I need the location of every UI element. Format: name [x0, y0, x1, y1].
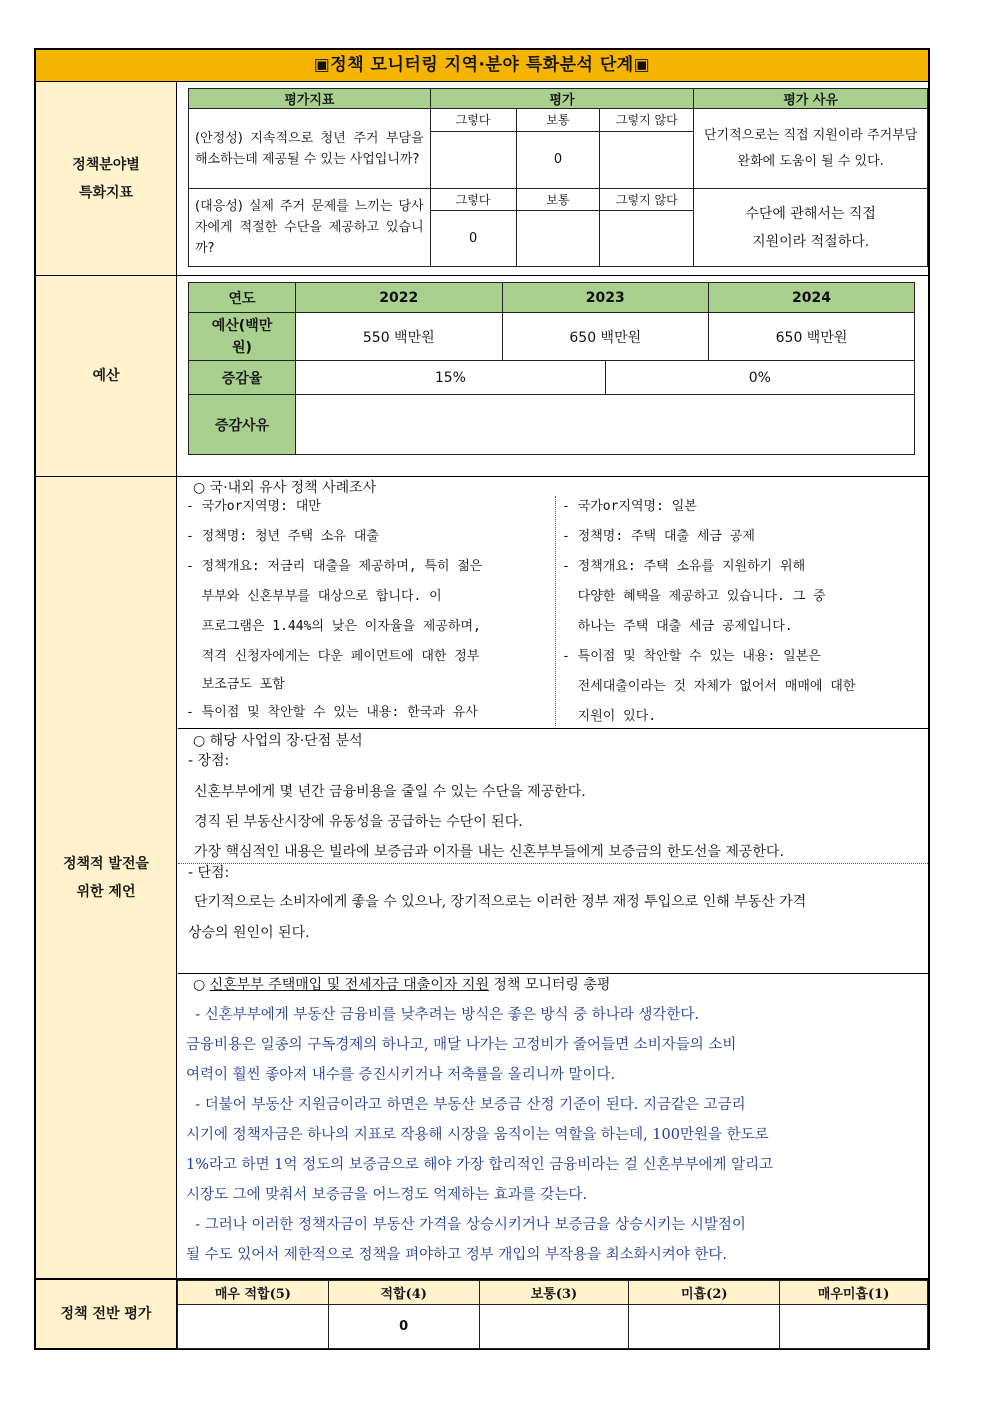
review-line: - 신혼부부에게 부동산 금융비를 낮추려는 방식은 좋은 방식 중 하나라 생각한다. — [186, 1007, 700, 1023]
review-line: - 더불어 부동산 지원금이라고 하면은 부동산 보증금 산정 기준이 된다. 지금같은 고금리 — [186, 1097, 746, 1113]
case-divider — [555, 496, 556, 726]
rating-mark[interactable] — [780, 1305, 928, 1349]
case-line: - 정책개요: 저금리 대출을 제공하며, 특히 젊은 — [186, 559, 483, 574]
review-line: 시기에 정책자금은 하나의 지표로 작용해 시장을 움직이는 역할을 하는데, 100만원을 한도로 — [186, 1127, 769, 1143]
case-line: 다양한 혜택을 제공하고 있습니다. 그 중 — [562, 589, 826, 604]
header-evaluation: 평가 — [430, 89, 694, 109]
rating-mark[interactable] — [629, 1305, 780, 1349]
rating-option: 매우 적합(5) — [178, 1281, 329, 1305]
question-responsiveness: (대응성) 실제 주거 문제를 느끼는 당사자에게 적절한 수단을 제공하고 있습니까? — [189, 189, 431, 267]
option-normal: 보통 — [516, 189, 600, 211]
budget-label — [189, 313, 296, 361]
mark-no[interactable] — [600, 211, 694, 267]
year-header: 연도 — [189, 283, 296, 313]
reason-stability: 단기적으로는 직접 지원이라 주거부담 완화에 도움이 될 수 있다. — [694, 109, 928, 189]
cons-label: - 단점: — [188, 865, 230, 881]
rating-mark[interactable] — [479, 1305, 629, 1349]
review-heading-title: 신혼부부 주택매입 및 전세자금 대출이자 지원 — [209, 977, 489, 993]
mark-yes[interactable]: 0 — [430, 211, 516, 267]
case-line: 적격 신청자에게는 다운 페이먼트에 대한 정부 — [186, 649, 480, 664]
section-label-proposal — [36, 477, 177, 1278]
rating-mark[interactable]: 0 — [328, 1305, 479, 1349]
case-line: 전세대출이라는 것 자체가 없어서 매매에 대한 — [562, 679, 856, 694]
rating-option: 보통(3) — [479, 1281, 629, 1305]
label-line: 위한 제언 — [76, 883, 136, 900]
header-indicator: 평가지표 — [189, 89, 431, 109]
pros-line: 가장 핵심적인 내용은 빌라에 보증금과 이자를 내는 신혼부부들에게 보증금의 한도선을 제공한다. — [194, 844, 784, 860]
review-line: 시장도 그에 맞춰서 보증금을 어느정도 억제하는 효과를 갖는다. — [186, 1187, 588, 1203]
reason-responsiveness — [694, 189, 928, 267]
form-title: ▣정책 모니터링 지역·분야 특화분석 단계▣ — [36, 50, 928, 82]
case-line: 프로그램은 1.44%의 낮은 이자율을 제공하며, — [186, 619, 481, 634]
option-yes: 그렇다 — [430, 189, 516, 211]
budget-table — [188, 282, 915, 455]
option-yes: 그렇다 — [430, 109, 516, 132]
case-line: - 정책개요: 주택 소유를 지원하기 위해 — [562, 559, 806, 574]
label-line: 정책분야별 — [72, 156, 140, 173]
pros-line: 경직 된 부동산시장에 유동성을 공급하는 수단이 된다. — [194, 814, 523, 830]
section-label-budget: 예산 — [36, 276, 177, 476]
case-line: 보조금도 포함 — [186, 677, 285, 692]
label-line: 특화지표 — [78, 184, 134, 201]
budget-amount: 550 백만원 — [296, 313, 503, 361]
pros-label: - 장점: — [188, 753, 230, 769]
option-no: 그렇지 않다 — [600, 109, 694, 132]
review-heading — [193, 970, 610, 1000]
question-stability: (안정성) 지속적으로 청년 주거 부담을 해소하는데 제공될 수 있는 사업입니까? — [189, 109, 431, 189]
cases-heading: ○ 국·내외 유사 정책 사례조사 — [193, 480, 377, 496]
review-heading-prefix: ○ — [193, 977, 210, 993]
case-line: 부부와 신혼부부를 대상으로 합니다. 이 — [186, 589, 442, 604]
rate-label: 증감율 — [189, 361, 296, 395]
year-cell: 2022 — [296, 283, 503, 313]
reason-label: 증감사유 — [189, 395, 296, 455]
label-line: 원) — [232, 339, 252, 356]
rating-mark[interactable] — [178, 1305, 329, 1349]
rate-value: 15% — [296, 361, 606, 395]
reason-line: 지원이라 적절하다. — [752, 233, 870, 250]
review-body — [186, 1000, 773, 1270]
budget-amount: 650 백만원 — [502, 313, 709, 361]
reason-value[interactable] — [296, 395, 915, 455]
case-line: - 국가or지역명: 대만 — [186, 499, 321, 514]
review-heading-suffix: 정책 모니터링 총평 — [488, 977, 611, 993]
cons-line: 단기적으로는 소비자에게 좋을 수 있으나, 장기적으로는 이러한 정부 재정 투입으로 인해 부동산 가격 — [194, 894, 807, 910]
label-line: 예산(백만 — [211, 317, 273, 334]
review-line: 될 수도 있어서 제한적으로 정책을 펴야하고 정부 개입의 부작용을 최소화시켜야 한다. — [186, 1247, 727, 1263]
case-line: - 정책명: 청년 주택 소유 대출 — [186, 529, 379, 544]
cons-line: 상승의 원인이 된다. — [188, 925, 310, 941]
case-left — [186, 492, 482, 728]
section-label-specialized — [36, 82, 177, 275]
mark-normal[interactable]: 0 — [516, 131, 600, 188]
section-label-overall: 정책 전반 평가 — [36, 1280, 177, 1348]
option-normal: 보통 — [516, 109, 600, 132]
rating-option: 매우미흡(1) — [780, 1281, 928, 1305]
mark-no[interactable] — [600, 131, 694, 188]
label-line: 정책적 발전을 — [62, 855, 150, 872]
case-right — [562, 492, 855, 732]
mark-yes[interactable] — [430, 131, 516, 188]
case-line: - 국가or지역명: 일본 — [562, 499, 697, 514]
dotted-divider — [178, 863, 928, 864]
year-cell: 2024 — [709, 283, 915, 313]
header-reason: 평가 사유 — [694, 89, 928, 109]
review-line: 금융비용은 일종의 구독경제의 하나고, 매달 나가는 고정비가 줄어들면 소비자들의 소비 — [186, 1037, 737, 1053]
rate-value: 0% — [605, 361, 914, 395]
case-line: 하나는 주택 대출 세금 공제입니다. — [562, 619, 793, 634]
review-line: - 그러나 이러한 정책자금이 부동산 가격을 상승시키거나 보증금을 상승시키는 시발점이 — [186, 1217, 746, 1233]
rating-option: 미흡(2) — [629, 1281, 780, 1305]
review-line: 1%라고 하면 1억 정도의 보증금으로 해야 가장 합리적인 금융비라는 걸 신혼부부에게 알리고 — [186, 1157, 774, 1173]
option-no: 그렇지 않다 — [600, 189, 694, 211]
pros-line: 신혼부부에게 몇 년간 금융비용을 줄일 수 있는 수단을 제공한다. — [194, 784, 586, 800]
case-line: - 특이점 및 착안할 수 있는 내용: 한국과 유사 — [186, 705, 478, 720]
review-line: 여력이 훨씬 좋아져 내수를 증진시키거나 저축률을 올리니까 말이다. — [186, 1067, 616, 1083]
budget-amount: 650 백만원 — [709, 313, 915, 361]
mark-normal[interactable] — [516, 211, 600, 267]
year-cell: 2023 — [502, 283, 709, 313]
analysis-heading: ○ 해당 사업의 장·단점 분석 — [193, 733, 363, 749]
case-line: - 특이점 및 착안할 수 있는 내용: 일본은 — [562, 649, 821, 664]
evaluation-table — [188, 88, 928, 267]
overall-rating-table — [177, 1280, 928, 1349]
case-line: 지원이 있다. — [562, 709, 657, 724]
case-line: - 정책명: 주택 대출 세금 공제 — [562, 529, 755, 544]
reason-line: 수단에 관해서는 직접 — [745, 205, 876, 222]
rating-option: 적합(4) — [328, 1281, 479, 1305]
